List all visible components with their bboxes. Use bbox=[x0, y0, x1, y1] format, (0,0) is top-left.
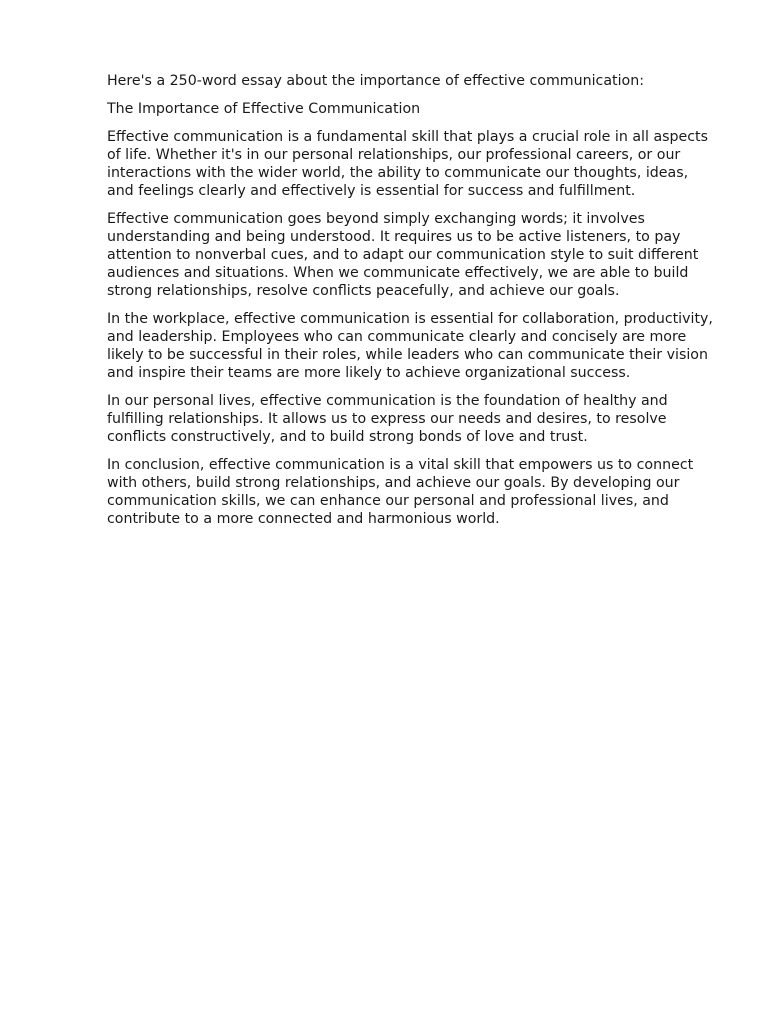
paragraph-5: In conclusion, effective communication is a vital skill that empowers us to connect with others, build strong relationships, and achieve our goals. By developing our communication skills, we can enhance our personal and professional lives, and contribute to a more connected and harmonious world. bbox=[107, 457, 694, 527]
paragraph-1: Effective communication is a fundamental skill that plays a crucial role in all aspects of life. Whether it's in our personal relationships, our professional careers, or our interactions with the wider world, the ability to communicate our thoughts, ideas, and feelings clearly and effectively is essential for success and fulfillment. bbox=[107, 129, 709, 199]
paragraph-3: In the workplace, effective communication is essential for collaboration, productivity, and leadership. Employees who can communicate clearly and concisely are more likely to be successful in their roles, while leaders who can communicate their vision and inspire their teams are more likely to achieve organizational success. bbox=[107, 311, 713, 381]
paragraph-2: Effective communication goes beyond simply exchanging words; it involves understanding and being understood. It requires us to be active listeners, to pay attention to nonverbal cues, and to adapt our communication style to suit different audiences and situations. When we communicate effectively, we are able to build strong relationships, resolve conflicts peacefully, and achieve our goals. bbox=[107, 211, 699, 299]
document-page bbox=[107, 72, 719, 538]
intro-line: Here's a 250-word essay about the importance of effective communication: bbox=[107, 73, 645, 89]
paragraph-4: In our personal lives, effective communication is the foundation of healthy and fulfilling relationships. It allows us to express our needs and desires, to resolve conflicts constructively, and to build strong bonds of love and trust. bbox=[107, 393, 668, 445]
essay-title: The Importance of Effective Communication bbox=[107, 101, 421, 117]
